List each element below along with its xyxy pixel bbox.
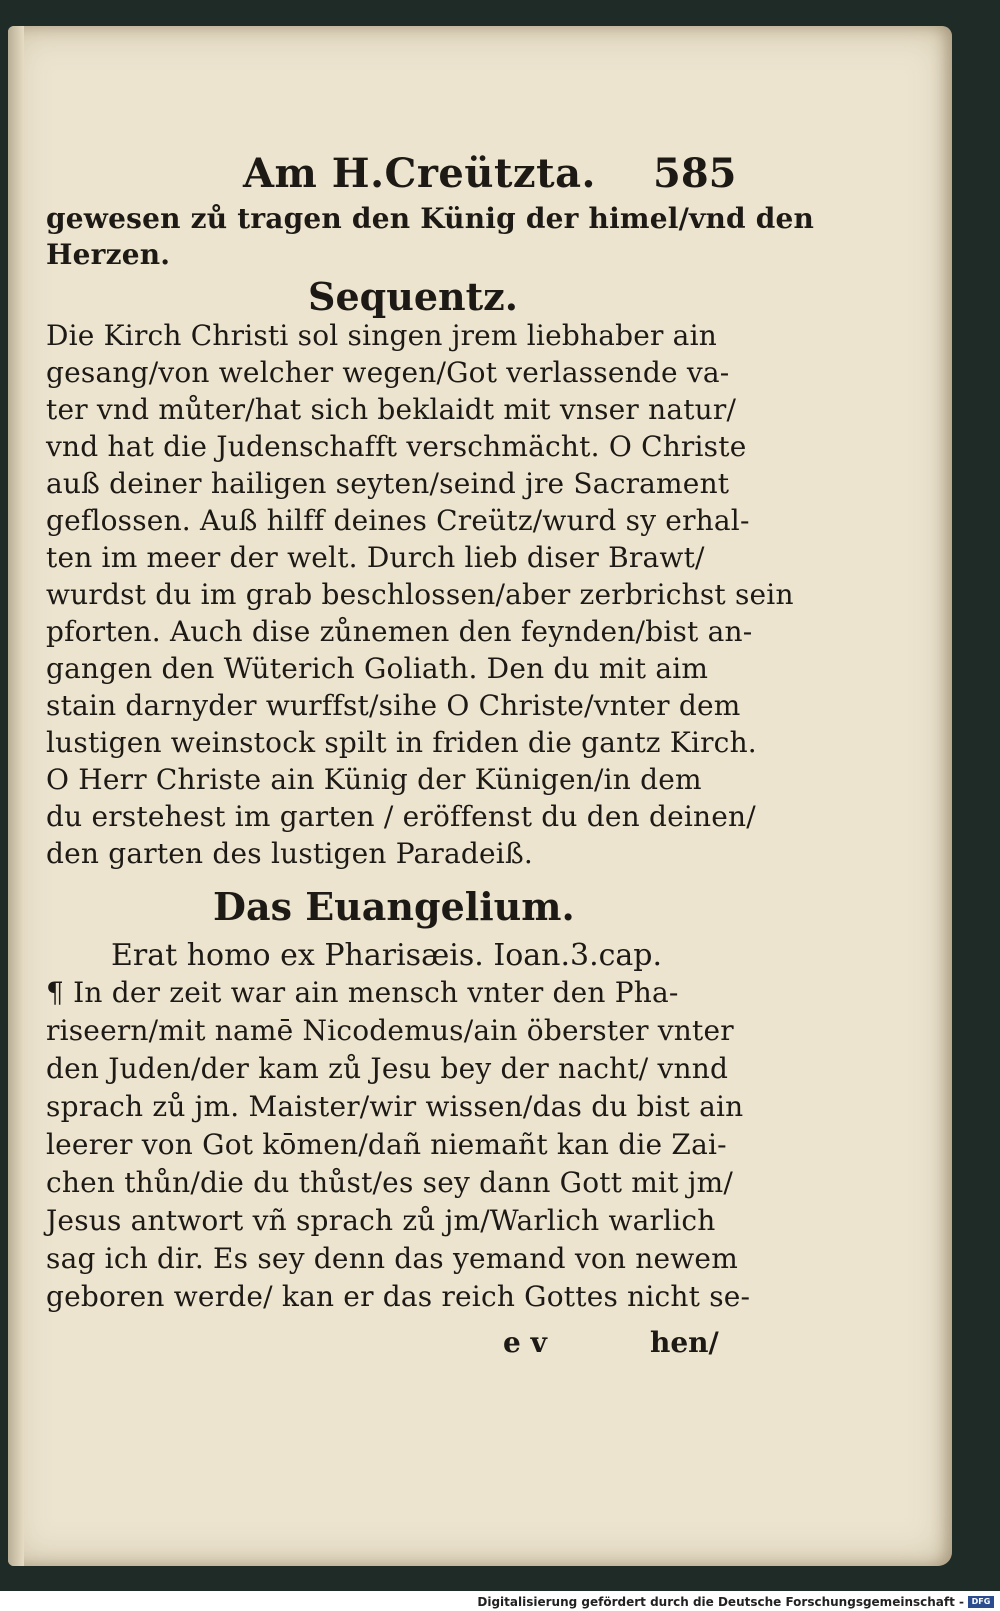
latin-reference: Erat homo ex Pharisæis. Ioan.3.cap. — [111, 938, 663, 973]
text-line: chen thůn/die du thůst/es sey dann Gott mit jm/ — [46, 1166, 734, 1199]
section-heading-evangelium: Das Euangelium. — [213, 884, 575, 929]
text-line: leerer von Got kōmen/dañ niemañt kan die Zai- — [46, 1128, 727, 1161]
text-line: sag ich dir. Es sey denn das yemand von newem — [46, 1242, 738, 1275]
text-line: stain darnyder wurffst/sihe O Christe/vnter dem — [46, 689, 741, 722]
text-line: auß deiner hailigen seyten/seind jre Sacrament — [46, 467, 730, 500]
signature-mark: e v — [503, 1326, 547, 1359]
text-line: geboren werde/ kan er das reich Gottes nicht se- — [46, 1280, 751, 1313]
text-line: gesang/von welcher wegen/Got verlassende va- — [46, 356, 730, 389]
dfg-logo: DFG — [968, 1596, 994, 1608]
text-line: ten im meer der welt. Durch lieb diser Brawt/ — [46, 541, 705, 574]
text-line: gewesen zů tragen den Künig der himel/vnd den — [46, 202, 815, 235]
text-line: den garten des lustigen Paradeiß. — [46, 837, 533, 870]
text-line: lustigen weinstock spilt in friden die gantz Kirch. — [46, 726, 757, 759]
text-line: O Herr Christe ain Künig der Künigen/in dem — [46, 763, 702, 796]
folio-number: 585 — [653, 150, 737, 197]
text-line: Herzen. — [46, 238, 171, 271]
text-line: gangen den Wüterich Goliath. Den du mit aim — [46, 652, 709, 685]
page-gutter — [8, 26, 24, 1566]
running-head: Am H.Creützta. — [243, 150, 596, 197]
catchword: hen/ — [650, 1326, 719, 1359]
text-line: du erstehest im garten / eröffenst du den deinen/ — [46, 800, 756, 833]
text-line: den Juden/der kam zů Jesu bey der nacht/ vnnd — [46, 1052, 729, 1085]
text-line: vnd hat die Judenschafft verschmächt. O Christe — [46, 430, 747, 463]
text-line: Jesus antwort vñ sprach zů jm/Warlich warlich — [46, 1204, 716, 1237]
text-line: riseern/mit namē Nicodemus/ain öberster vnter — [46, 1014, 734, 1047]
section-heading-sequentz: Sequentz. — [308, 274, 518, 319]
text-line: pforten. Auch dise zůnemen den feynden/bist an- — [46, 615, 753, 648]
text-line: wurdst du im grab beschlossen/aber zerbrichst sein — [46, 578, 794, 611]
text-line: sprach zů jm. Maister/wir wissen/das du bist ain — [46, 1090, 744, 1123]
text-line: Die Kirch Christi sol singen jrem liebhaber ain — [46, 319, 717, 352]
text-line: ter vnd můter/hat sich beklaidt mit vnser natur/ — [46, 393, 737, 426]
text-line: ¶ In der zeit war ain mensch vnter den Pha- — [46, 976, 679, 1009]
book-page — [8, 26, 952, 1566]
digitization-credit: Digitalisierung gefördert durch die Deutsche Forschungsgemeinschaft - — [477, 1595, 964, 1609]
text-line: geflossen. Auß hilff deines Creütz/wurd sy erhal- — [46, 504, 750, 537]
